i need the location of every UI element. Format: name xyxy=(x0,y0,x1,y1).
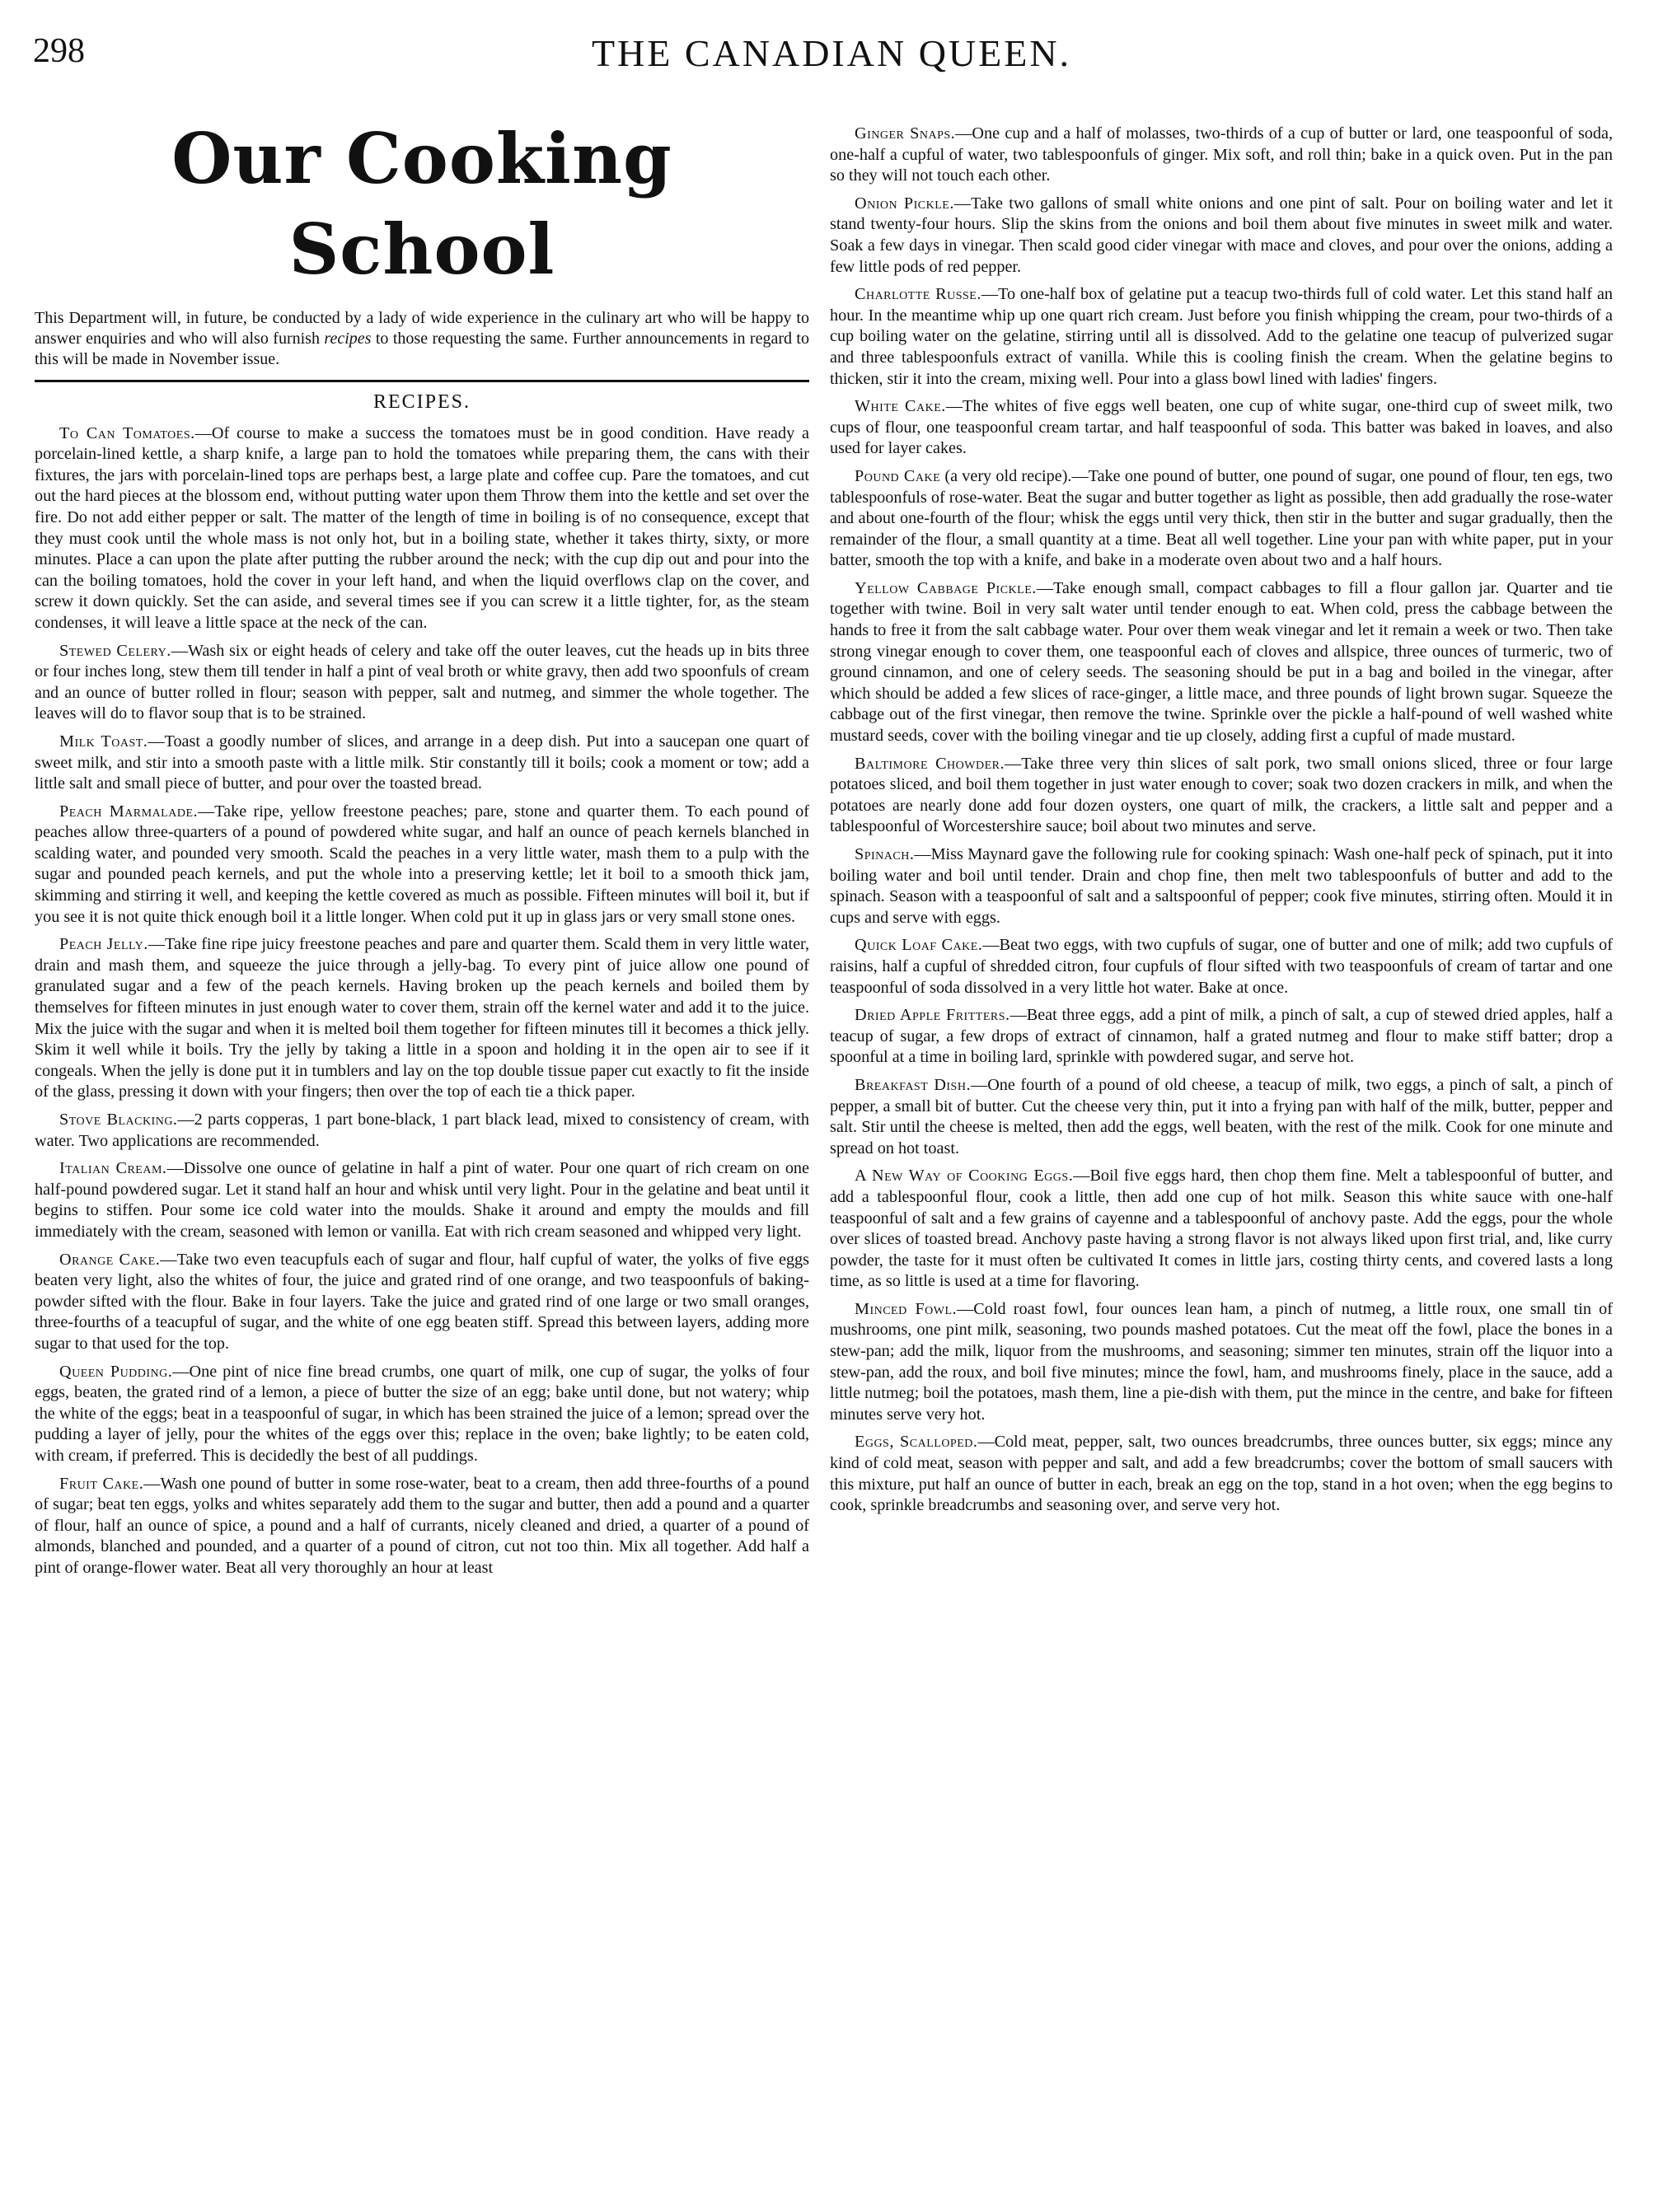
recipe-body: —Cold roast fowl, four ounces lean ham, a pinch of nutmeg, a little roux, one small tin of mushrooms, one pint milk, seasoning, two pounds mashed potatoes. Cut the meat off the fowl, place the bones in a stew-pan; add the milk, liquor from the mushrooms, and seasoning; simmer ten minutes, strain off the liquor into a stew-pan, add the roux, and boil five minutes; mince the fowl, ham, and mushrooms finely, place in the sauce, add a little nutmeg; boil the potatoes, mash them, line a pie-dish with them, put the mince in the centre, and bake for fifteen minutes serve very hot. xyxy=(830,1299,1613,1424)
recipe-title: Peach Jelly. xyxy=(59,935,148,954)
recipe-breakfast-dish xyxy=(830,1075,1613,1159)
recipe-spinach xyxy=(830,844,1613,928)
recipe-baltimore-chowder xyxy=(830,754,1613,838)
recipe-body: —Take enough small, compact cabbages to fill a flour gallon jar. Quarter and tie together with twine. Boil in very salt water until tender enough to eat. When cold, press the cabbage between the hands to free it from the salt cabbage water. Pour over them weak vinegar and let it remain a week or two. Then take strong vinegar enough to cover them, one teaspoonful each of cloves and allspice, three ounces of turmeric, two of ground cinnamon, and one of celery seeds. The seasoning should be put in a bag and boiled in the vinegar, after which should be added a few slices of race-ginger, a little mace, and three pounds of light brown sugar. Squeeze the cabbage out of the first vinegar, then remove the twine. Sprinkle over the pickle a half-pound of well washed white mustard seeds, cover with the boiling vinegar and tie up closely, adding first a cupful of made mustard. xyxy=(830,578,1613,746)
recipe-ginger-snaps xyxy=(830,124,1613,187)
journal-title: THE CANADIAN QUEEN. xyxy=(591,32,1072,74)
recipe-stewed-celery xyxy=(35,641,809,725)
recipe-body: —Beat two eggs, with two cupfuls of sugar, one of butter and one of milk; add two cupfuls of raisins, half a cupful of shredded citron, four cupfuls of flour sifted with two teaspoonfuls of cream of tartar and one teaspoonful of soda dissolved in a very little hot water. Bake at once. xyxy=(830,936,1613,997)
department-intro xyxy=(35,308,809,382)
recipe-eggs-scalloped xyxy=(830,1432,1613,1516)
recipe-title: Dried Apple Fritters. xyxy=(855,1006,1010,1025)
recipe-pound-cake xyxy=(830,466,1613,572)
recipe-body: —Wash six or eight heads of celery and take off the outer leaves, cut the heads up in bits three or four inches long, stew them till tender in half a pint of veal broth or white gravy, then add two spoonfuls of cream and an ounce of butter rolled in flour; season with pepper, salt and nutmeg, and simmer the whole together. The leaves will do to flavor soup that is to be strained. xyxy=(35,641,809,723)
recipe-body: —Beat three eggs, add a pint of milk, a pinch of salt, a cup of stewed dried apples, half a teacup of sugar, a few drops of extract of cinnamon, half a grated nutmeg and flour to make stiff batter; drop a spoonful at a time in boiling lard, sprinkle with powdered sugar, and serve hot. xyxy=(830,1006,1614,1067)
recipe-queen-pudding xyxy=(35,1362,809,1467)
recipe-title: Fruit Cake. xyxy=(59,1474,144,1493)
recipe-title: Milk Toast. xyxy=(59,732,148,751)
recipe-title: Italian Cream. xyxy=(59,1159,167,1178)
recipe-orange-cake xyxy=(35,1250,809,1355)
recipe-title: White Cake. xyxy=(855,397,946,416)
recipe-body: (a very old recipe).—Take one pound of butter, one pound of sugar, one pound of flour, ten egs, two tablespoonfuls of rose-water. Beat the sugar and butter together as light as possible, then add gradually the rose-water and about one-fourth of the flour; whisk the eggs until very thick, then stir in the butter and sugar gradually, then the remainder of the flour, a small quantity at a time. Beat all well together. Line your pan with white paper, put in your batter, smooth the top with a knife, and bake in a moderate oven about two and a half hours. xyxy=(830,466,1613,570)
recipe-title: Peach Marmalade. xyxy=(59,802,199,821)
recipe-title: Queen Pudding. xyxy=(59,1362,173,1381)
recipe-title: A New Way of Cooking Eggs. xyxy=(855,1167,1074,1186)
recipe-body: —Toast a goodly number of slices, and arrange in a deep dish. Put into a saucepan one quart of sweet milk, and stir into a smooth paste with a little milk. Stir constantly till it boils; cook a moment or tow; add a little salt and small piece of butter, and pour over the toasted bread. xyxy=(35,732,809,793)
recipe-fruit-cake xyxy=(35,1474,809,1579)
recipe-title: Pound Cake xyxy=(855,466,941,485)
recipe-title: Yellow Cabbage Pickle. xyxy=(855,578,1037,597)
recipe-body: —One cup and a half of molasses, two-thirds of a cup of butter or lard, one teaspoonful of soda, one-half a cupful of water, two tablespoonfuls of ginger. Mix soft, and roll thin; bake in a quick oven. Put in the pan so they will not touch each other. xyxy=(830,124,1614,185)
recipe-title: Breakfast Dish. xyxy=(855,1075,972,1094)
recipe-title: Minced Fowl. xyxy=(855,1299,958,1318)
recipe-title: Baltimore Chowder. xyxy=(855,754,1005,773)
recipe-body: —Miss Maynard gave the following rule for cooking spinach: Wash one-half peck of spinach, put it into boiling water and boil until tender. Drain and chop fine, then melt two tablespoonfuls of butter and add to the spinach. Season with a teaspoonful of salt and a saltspoonful of pepper; cook five minutes, stirring often. Mould it in cups and serve with eggs. xyxy=(830,845,1613,927)
recipe-body: —Of course to make a success the tomatoes must be in good condition. Have ready a porcelain-lined kettle, a sharp knife, a large pan to hold the tomatoes while preparing them, the cans with their fixtures, the jars with porcelain-lined tops are perhaps best, a large plate and coffee cup. Pare the tomatoes, and cut out the hard pieces at the blossom end, without putting water upon them Throw them into the kettle and set over the fire. Do not add either pepper or salt. The matter of the length of time in boiling is of no consequence, except that they must cook until the whole mass is not only hot, but in a boiling state, whether it takes thirty, sixty, or more minutes. Place a can upon the plate after putting the rubber around the neck; with the cup dip out and pour into the can the boiling tomatoes, hold the cover in your left hand, and when the liquid overflows clap on the cover, and screw it down quickly. Set the can aside, and several times see if you can screw it a little tighter, for, as the steam condenses, it will leave a little space at the neck of the can. xyxy=(35,423,809,632)
recipe-title: Stove Blacking. xyxy=(59,1111,178,1129)
recipe-body: —The whites of five eggs well beaten, one cup of white sugar, one-third cup of sweet milk, two cups of flour, one teaspoonful cream tartar, and half teaspoonful of soda. This batter was baked in loaves, and also used for layer cakes. xyxy=(830,397,1613,458)
right-column xyxy=(830,124,1613,1523)
recipe-quick-loaf-cake xyxy=(830,935,1613,998)
recipe-body: —Wash one pound of butter in some rose-water, beat to a cream, then add three-fourths of a pound of sugar; beat ten eggs, yolks and whites separately add them to the sugar and butter, then add a pound and a quarter of flour, half an ounce of spice, a pound and a half of currants, nicely cleaned and dried, a quarter of a pound of almonds, blanched and pounded, and a quarter of a pound of citron, cut not too thin. Mix all together. Add half a pint of orange-flower water. Beat all very thoroughly an hour at least xyxy=(35,1474,809,1577)
recipes-heading: RECIPES. xyxy=(372,391,471,413)
recipe-body: —One fourth of a pound of old cheese, a teacup of milk, two eggs, a pinch of salt, a pinch of pepper, a small bit of butter. Cut the cheese very thin, put it into a frying pan with half of the milk, butter, pepper and salt. Stir until the cheese is melted, then add the eggs, well beaten, with the rest of the milk. Cook for one minute and spread on hot toast. xyxy=(830,1075,1613,1157)
recipe-dried-apple-fritters xyxy=(830,1005,1613,1069)
recipe-peach-marmalade xyxy=(35,802,809,928)
recipe-milk-toast xyxy=(35,732,809,795)
recipe-title: Charlotte Russe. xyxy=(855,285,981,304)
recipe-body: —Take ripe, yellow freestone peaches; pare, stone and quarter them. To each pound of peaches allow three-quarters of a pound of powdered white sugar, and half an ounce of peach kernels blanched in scalding water, and pounded very smooth. Scald the peaches in a very little water, mash them to a pulp with the sugar and pounded peach kernels, and put the whole into a preserving kettle; let it boil to a smooth thick jam, skimming and stirring it well, and keeping the kettle covered as much as possible. Fifteen minutes will boil it, but if you see it is not quite thick enough boil it a little longer. When cold put it up in glass jars or very small stone ones. xyxy=(35,802,809,926)
recipe-title: Onion Pickle. xyxy=(855,194,954,213)
recipe-body: —Cold meat, pepper, salt, two ounces breadcrumbs, three ounces butter, six eggs; mince any kind of cold meat, season with pepper and salt, and add a few breadcrumbs; cover the bottom of small saucers with this mixture, put half an ounce of butter in each, break an egg on the top, stand in a hot oven; when the egg begins to cook, sprinkle breadcrumbs and seasoning over, and serve very hot. xyxy=(830,1433,1613,1515)
recipe-title: Ginger Snaps. xyxy=(855,124,956,143)
intro-recipes-word: recipes xyxy=(324,330,372,348)
recipe-body: —Take three very thin slices of salt pork, two small onions sliced, three or four large potatoes sliced, and boil them together in just water enough to cover; soak two dozen crackers in milk, and when the potatoes are nearly done add four dozen oysters, one quart of milk, the crackers, a little salt and pepper and a tablespoonful of Worcestershire sauce; boil about two minutes and serve. xyxy=(830,754,1613,836)
recipe-onion-pickle xyxy=(830,194,1613,278)
recipe-title: Quick Loaf Cake. xyxy=(855,936,983,955)
page-number: 298 xyxy=(33,32,85,70)
recipe-minced-fowl xyxy=(830,1299,1613,1426)
recipe-body: —2 parts copperas, 1 part bone-black, 1 part black lead, mixed to consistency of cream, with water. Two applications are recommended. xyxy=(35,1111,809,1150)
recipe-stove-blacking xyxy=(35,1110,809,1152)
recipe-title: Eggs, Scalloped. xyxy=(855,1433,978,1452)
recipe-yellow-cabbage-pickle xyxy=(830,578,1613,747)
recipe-title: Orange Cake. xyxy=(59,1250,161,1269)
recipe-body: —To one-half box of gelatine put a teacup two-thirds full of cold water. Let this stand half an hour. In the meantime whip up one quart rich cream. Just before you finish whipping the cream, pour two-thirds of a cup boiling water on the gelatine, stirring until all is dissolved. Add to the gelatine one teacup of pulverized sugar and three tablespoonfuls extract of vanilla. While this is cooling finish the cream. When the gelatine begins to thicken, stir it into the cream, mixing well. Pour into a glass bowl lined with ladies' fingers. xyxy=(830,285,1614,388)
recipe-new-way-cooking-eggs xyxy=(830,1166,1613,1293)
recipe-italian-cream xyxy=(35,1158,809,1242)
recipe-body: —Dissolve one ounce of gelatine in half a pint of water. Pour one quart of rich cream on one half-pound powdered sugar. Let it stand half an hour and whisk until very light. Pour in the gelatine and beat until it begins to stiffen. Pour some ice cold water into the moulds. Shake it around and empty the moulds and fill immediately with the cream, seasoned with lemon or vanilla. Eat with rich cream seasoned and whipped very light. xyxy=(35,1159,809,1241)
recipe-title: To Can Tomatoes. xyxy=(59,423,195,442)
recipe-body: —Boil five eggs hard, then chop them fine. Melt a tablespoonful of butter, and add a tablespoonful flour, cook a little, then add one cup of hot milk. Season this white sauce with one-half teaspoonful of salt and a few grains of cayenne and a tablespoonful of anchovy paste. Add the eggs, pour the whole over slices of toasted bread. Anchovy paste having a strong flavor is not always liked upon first trial, and, like curry powder, the taste for it must often be cultivated It comes in little jars, costing thirty cents, and covered lasts a long time, as so little is used at a time for flavoring. xyxy=(830,1167,1613,1291)
recipe-body: —Take fine ripe juicy freestone peaches and pare and quarter them. Scald them in very little water, drain and mash them, and squeeze the juice through a jelly-bag. To every pint of juice allow one pound of granulated sugar and a few of the peach kernels. Having broken up the peach kernels and boiled them by themselves for fifteen minutes in just enough water to cover them, strain off the kernel water and add it to the juice. Mix the juice with the sugar and when it is melted boil them together for fifteen minutes till it becomes a thick jelly. Skim it well while it boils. Try the jelly by taking a little in a spoon and holding it in the open air to see if it congeals. When the jelly is done put it in tumblers and lay on the top double tissue paper cut exactly to fit the inside of the glass, pressing it down with your fingers; then over the top of each tie a thick paper. xyxy=(35,935,810,1101)
page-header xyxy=(33,16,1630,82)
recipe-peach-jelly xyxy=(35,934,809,1103)
recipe-title: Spinach. xyxy=(855,845,915,863)
intro-text-end: to those requesting the same. Further announcements in regard to this will be made in November issue. xyxy=(35,330,809,368)
section-masthead: Our Cooking School xyxy=(171,118,672,290)
intro-text-start: This Department will, in future, be conducted by a lady of wide experience in the culinary art who will be happy to answer enquiries and who will also furnish xyxy=(35,309,809,348)
recipe-title: Stewed Celery. xyxy=(59,641,171,660)
recipe-to-can-tomatoes xyxy=(35,423,809,634)
recipe-body: —Take two even teacupfuls each of sugar and flour, half cupful of water, the yolks of five eggs beaten very light, also the whites of four, the juice and grated rind of one orange, and two teaspoonfuls of baking-powder sifted with the flour. Bake in four layers. Take the juice and grated rind of one large or two small oranges, three-fourths of a teacupful of sugar, and the white of one egg beaten stiff. Spread this between layers, adding more sugar to that used for the top. xyxy=(35,1250,809,1353)
left-column xyxy=(35,114,809,1585)
recipe-charlotte-russe xyxy=(830,284,1613,390)
recipe-body: —One pint of nice fine bread crumbs, one quart of milk, one cup of sugar, the yolks of four eggs, beaten, the grated rind of a lemon, a piece of butter the size of an egg; bake until done, but not watery; whip the white of the eggs; beat in a teaspoonful of sugar, in which has been strained the juice of a lemon; spread over the pudding a layer of jelly, pour the whites of the eggs over this; replace in the oven; bake lightly; to be eaten cold, with cream, if preferred. This is decidedly the best of all puddings. xyxy=(35,1362,809,1465)
recipe-white-cake xyxy=(830,396,1613,460)
recipe-body: —Take two gallons of small white onions and one pint of salt. Pour on boiling water and let it stand twenty-four hours. Slip the skins from the onions and boil them about five minutes in sweet milk and water. Soak a few days in vinegar. Then scald good cider vinegar with mace and cloves, and pour over the onions, adding a few little pods of red pepper. xyxy=(830,194,1613,276)
